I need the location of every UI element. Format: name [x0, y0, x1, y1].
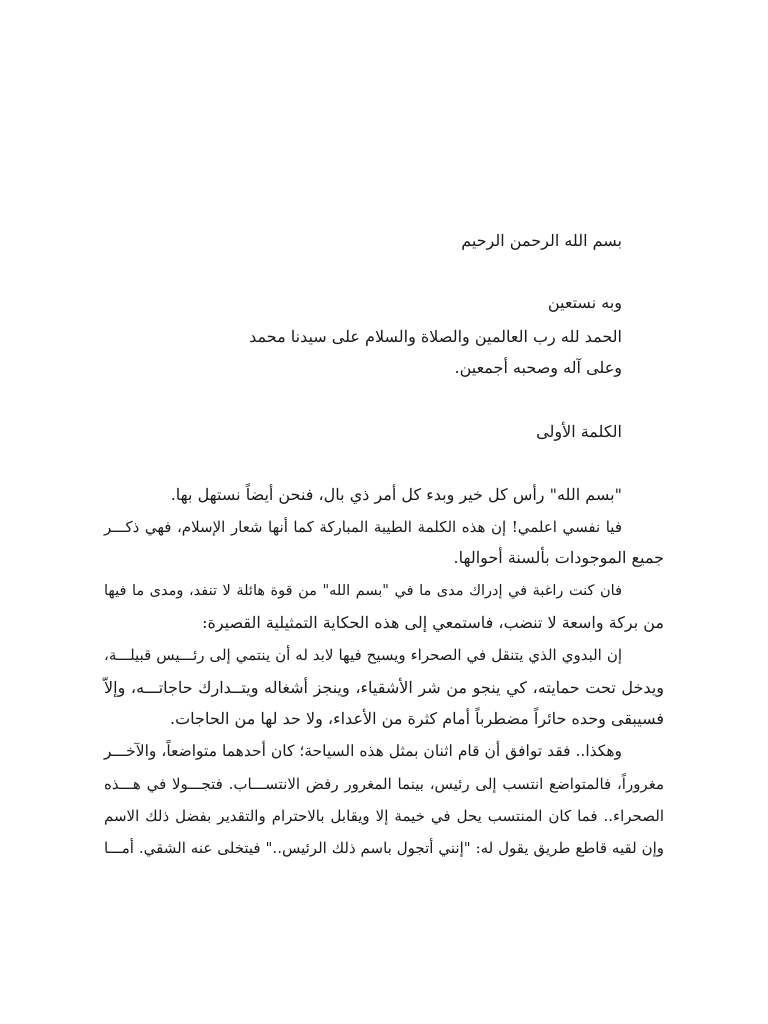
body-line: من بركة واسعة لا تنضب، فاستمعي إلى هذه الحكاية التمثيلية القصيرة:: [202, 613, 664, 632]
basmala: بسم الله الرحمن الرحيم: [461, 231, 622, 250]
body-line: ويدخل تحت حمايته، كي ينجو من شر الأشقياء، وينجز أشغاله ويتــدارك حاجاتـــه، وإلاّ: [104, 678, 664, 697]
opening-line-3: وعلى آله وصحبه أجمعين.: [454, 358, 622, 377]
body-line: "بسم الله" رأس كل خير وبدء كل أمر ذي بال، فنحن أيضاً نستهل بها.: [170, 485, 622, 504]
body-line: الصحراء.. فما كان المنتسب يحل في خيمة إلا ويقابل بالاحترام والتقدير بفضل ذلك الاسم: [104, 807, 664, 825]
body-line: مغروراً، فالمتواضع انتسب إلى رئيس، بينما المغرور رفض الانتســـاب. فتجـــولا في هـــذه: [104, 775, 664, 793]
opening-line-1: وبه نستعين: [547, 293, 622, 312]
section-heading: الكلمة الأولى: [536, 422, 622, 441]
body-line: جميع الموجودات بألسنة أحوالها.: [453, 548, 664, 567]
body-line: فيا نفسي اعلمي! إن هذه الكلمة الطيبة المباركة كما أنها شعار الإسلام، فهي ذكـــر: [104, 518, 622, 536]
body-line: فسيبقى وحده حائراً مضطرباً أمام كثرة من الأعداء، ولا حد لها من الحاجات.: [170, 709, 664, 728]
body-line: فان كنت راغبة في إدراك مدى ما في "بسم الله" من قوة هائلة لا تنفد، ومدى ما فيها: [104, 583, 622, 599]
body-line: إن البدوي الذي يتنقل في الصحراء ويسيح فيها لابد له أن ينتمي إلى رئـــيس قبيلـــة،: [104, 646, 622, 664]
body-line: وإن لقيه قاطع طريق يقول له: "إنني أتجول باسم ذلك الرئيس.." فيتخلى عنه الشقي. أمـــا: [104, 839, 664, 857]
body-line: وهكذا.. فقد توافق أن قام اثنان بمثل هذه السياحة؛ كان أحدهما متواضعاً، والآخـــر: [104, 742, 622, 760]
opening-line-2: الحمد لله رب العالمين والصلاة والسلام على سيدنا محمد: [249, 327, 622, 346]
